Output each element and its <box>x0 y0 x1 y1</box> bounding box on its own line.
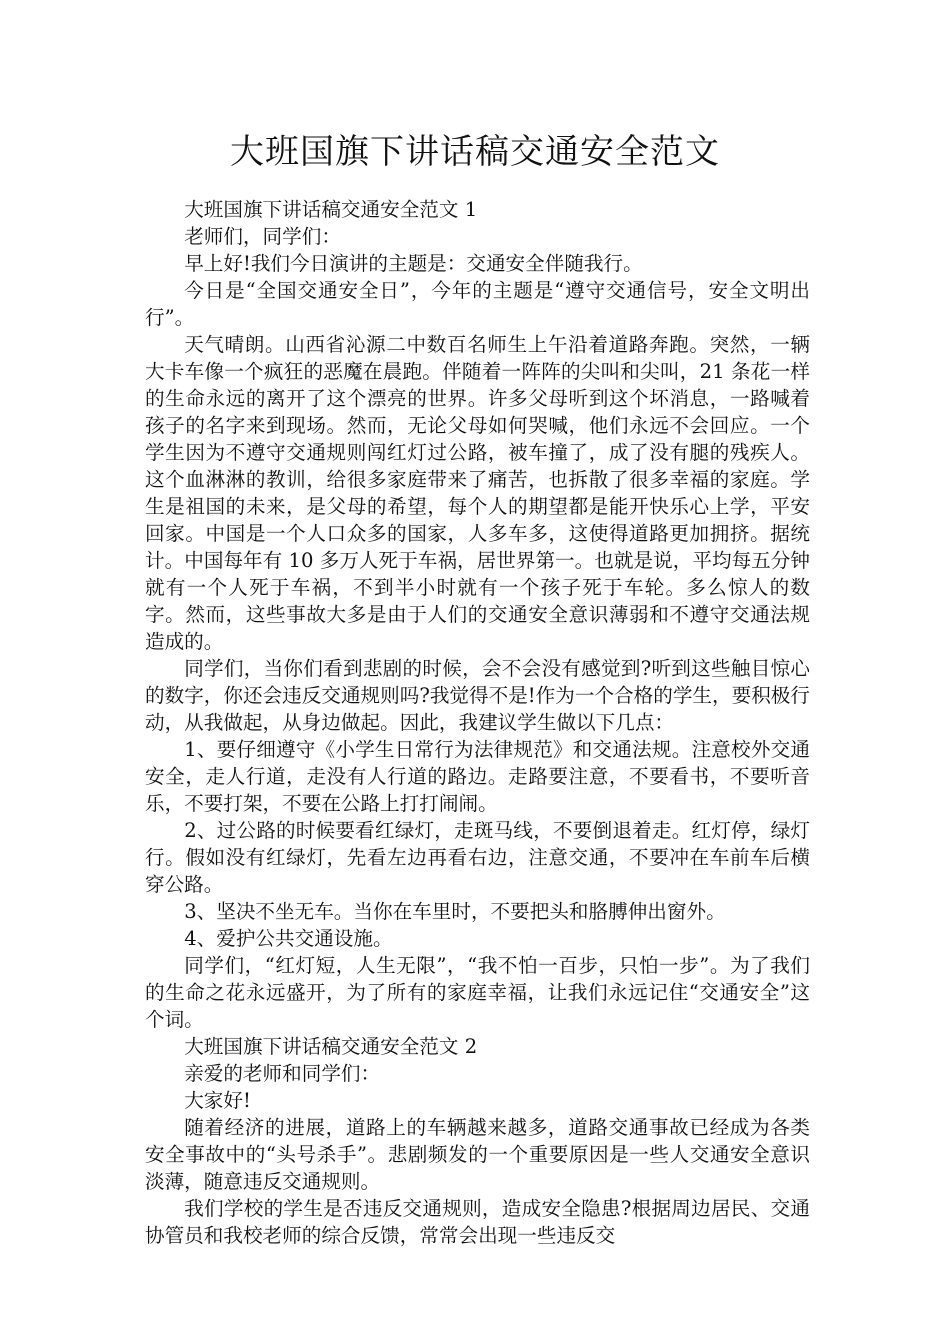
paragraph: 同学们，“红灯短，人生无限”，“我不怕一百步，只怕一步”。为了我们的生命之花永远盛开，为了所有的家庭幸福，让我们永远记住“交通安全”这个词。 <box>145 954 810 1031</box>
paragraph: 天气晴朗。山西省沁源二中数百名师生上午沿着道路奔跑。突然，一辆大卡车像一个疯狂的恶魔在晨跑。伴随着一阵阵的尖叫和尖叫，21 条花一样的生命永远的离开了这个漂亮的世界。许多父母听到这个坏消息，一路喊着孩子的名字来到现场。然而，无论父母如何哭喊，他们永远不会回应。一个学生因为不遵守交通规则闯红灯过公路，被车撞了，成了没有腿的残疾人。这个血淋淋的教训，给很多家庭带来了痛苦，也拆散了很多幸福的家庭。学生是祖国的未来，是父母的希望，每个人的期望都是能开快乐心上学，平安回家。中国是一个人口众多的国家，人多车多，这使得道路更加拥挤。据统计。中国每年有 10 多万人死于车祸，居世界第一。也就是说，平均每五分钟就有一个人死于车祸，不到半小时就有一个孩子死于车轮。多么惊人的数字。然而，这些事故大多是由于人们的交通安全意识薄弱和不遵守交通法规造成的。 <box>145 333 810 653</box>
list-item: 1、要仔细遵守《小学生日常行为法律规范》和交通法规。注意校外交通安全，走人行道，走没有人行道的路边。走路要注意，不要看书，不要听音乐，不要打架，不要在公路上打打闹闹。 <box>145 738 810 815</box>
paragraph: 早上好!我们今日演讲的主题是：交通安全伴随我行。 <box>184 252 643 275</box>
list-item: 2、过公路的时候要看红绿灯，走斑马线，不要倒退着走。红灯停，绿灯行。假如没有红绿灯，先看左边再看右边，注意交通，不要冲在车前车后横穿公路。 <box>145 819 810 896</box>
paragraph: 今日是“全国交通安全日”，今年的主题是“遵守交通信号，安全文明出行”。 <box>145 279 810 329</box>
document-title: 大班国旗下讲话稿交通安全范文 <box>230 132 720 172</box>
salutation: 亲爱的老师和同学们： <box>184 1062 381 1085</box>
salutation: 老师们，同学们： <box>184 225 341 248</box>
paragraph: 我们学校的学生是否违反交通规则，造成安全隐患?根据周边居民、交通协管员和我校老师的综合反馈，常常会出现一些违反交 <box>145 1197 810 1247</box>
paragraph: 随着经济的进展，道路上的车辆越来越多，道路交通事故已经成为各类安全事故中的“头号杀手”。悲剧频发的一个重要原因是一些人交通安全意识淡薄，随意违反交通规则。 <box>145 1116 810 1193</box>
section-heading-2: 大班国旗下讲话稿交通安全范文 2 <box>184 1035 478 1058</box>
list-item: 3、坚决不坐无车。当你在车里时，不要把头和胳膊伸出窗外。 <box>184 900 726 923</box>
document-body <box>145 196 810 1249</box>
greeting: 大家好! <box>184 1089 251 1112</box>
paragraph: 同学们，当你们看到悲剧的时候，会不会没有感觉到?听到这些触目惊心的数字，你还会违反交通规则吗?我觉得不是!作为一个合格的学生，要积极行动，从我做起，从身边做起。因此，我建议学生做以下几点： <box>145 657 810 734</box>
list-item: 4、爱护公共交通设施。 <box>184 927 393 950</box>
section-heading-1: 大班国旗下讲话稿交通安全范文 1 <box>184 198 478 221</box>
